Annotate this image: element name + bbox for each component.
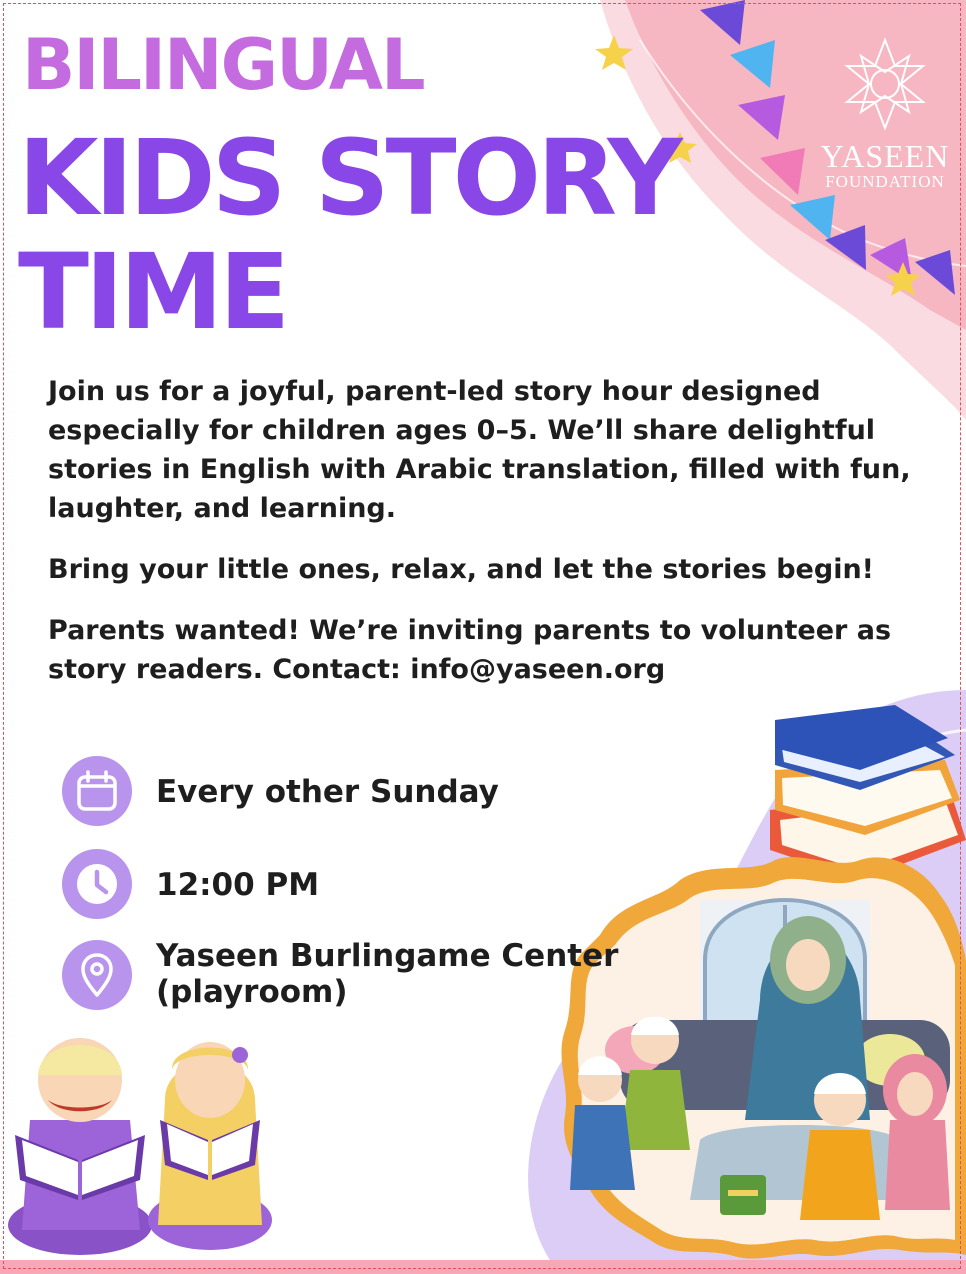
clock-icon [62,849,132,919]
map-pin-icon [62,940,132,1010]
location-room: (playroom) [156,974,348,1010]
location-name: Yaseen Burlingame Center [156,938,619,974]
logo-subtitle: FOUNDATION [825,172,945,191]
story-scene-illustration [561,857,966,1258]
star-emblem-icon [837,36,933,132]
calendar-icon [62,756,132,826]
kids-reading-illustration [8,1038,272,1255]
title-bilingual: BILINGUAL [22,24,424,106]
schedule-detail [62,756,499,826]
location-detail [62,940,618,1010]
title-time: TIME [18,231,287,353]
time-text: 12:00 PM [156,867,320,903]
location-text [156,938,618,1010]
title-kids-story: KIDS STORY [18,117,679,239]
volunteer-paragraph: Parents wanted! We’re inviting parents to volunteer as story readers. Contact: info@yaseen.org [48,615,892,685]
bottom-border-strip [0,1260,966,1274]
time-detail [62,849,319,919]
description [48,372,928,711]
schedule-text: Every other Sunday [156,774,499,810]
intro-paragraph: Join us for a joyful, parent-led story hour designed especially for children ages 0–5. We’ll share delightful stories in English with Arabic translation, filled with fun, laughter, and learning. [48,376,911,524]
logo-wordmark: YASEEN [820,138,950,174]
invite-paragraph: Bring your little ones, relax, and let the stories begin! [48,554,874,585]
yaseen-foundation-logo [812,36,958,190]
